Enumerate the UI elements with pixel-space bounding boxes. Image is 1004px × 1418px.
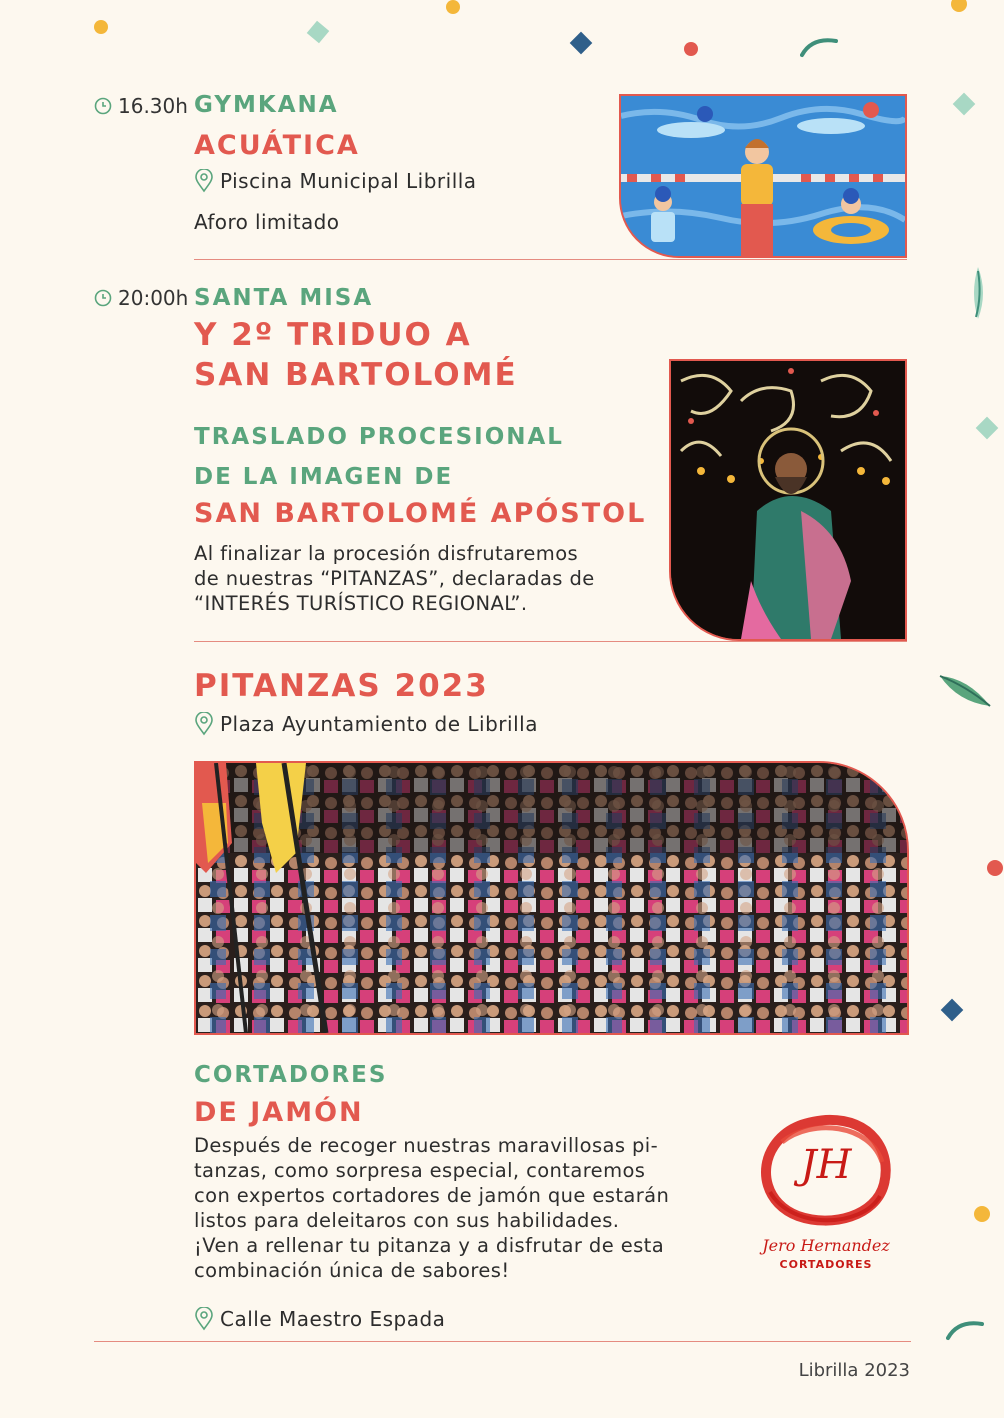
desc-line: Después de recoger nuestras maravillosas pi- (194, 1134, 659, 1157)
desc-line: combinación única de sabores! (194, 1259, 510, 1282)
procession-photo (669, 359, 907, 641)
confetti-diamond (307, 21, 330, 44)
confetti-dot (987, 860, 1003, 876)
confetti-swirl (800, 35, 840, 59)
confetti-swirl (946, 1318, 986, 1342)
event-location (194, 712, 538, 736)
confetti-dot (94, 20, 108, 34)
desc-line: listos para deleitaros con sus habilidades. (194, 1209, 620, 1232)
confetti-diamond (570, 32, 593, 55)
saint-statue-image (671, 361, 905, 639)
pool-illustration (619, 94, 907, 258)
event-subtitle: TRASLADO PROCESIONAL (194, 424, 564, 450)
desc-line: “INTERÉS TURÍSTICO REGIONAL”. (194, 592, 528, 615)
logo-subtitle: CORTADORES (779, 1258, 873, 1271)
confetti-leaf (968, 265, 988, 321)
logo-monogram: JH (800, 1142, 852, 1188)
crowd-image (196, 763, 907, 1033)
location-label: Plaza Ayuntamiento de Librilla (220, 712, 538, 736)
event-note: Aforo limitado (194, 210, 340, 234)
confetti-diamond (953, 93, 976, 116)
time-label: 20:00h (118, 286, 189, 310)
desc-line: Al finalizar la procesión disfrutaremos (194, 542, 579, 565)
event-title: ACUÁTICA (194, 130, 360, 161)
swimmers-illustration (621, 96, 905, 256)
location-pin-icon (194, 712, 214, 736)
confetti-dot (684, 42, 698, 56)
cortadores-logo (752, 1112, 900, 1282)
event-location (194, 1307, 445, 1331)
event-title: CORTADORES (194, 1062, 388, 1088)
footer-divider (94, 1341, 911, 1342)
desc-line: tanzas, como sorpresa especial, contaremos (194, 1159, 646, 1182)
event-title: DE JAMÓN (194, 1097, 364, 1128)
event-title: GYMKANA (194, 92, 339, 118)
desc-line: con expertos cortadores de jamón que estarán (194, 1184, 670, 1207)
event-time (94, 94, 188, 118)
confetti-dot (974, 1206, 990, 1222)
desc-line: ¡Ven a rellenar tu pitanza y a disfrutar de esta (194, 1234, 665, 1257)
event-description (194, 541, 595, 616)
event-subtitle: SAN BARTOLOMÉ APÓSTOL (194, 498, 647, 529)
divider (194, 641, 907, 642)
confetti-diamond (941, 999, 964, 1022)
divider (194, 259, 907, 260)
event-subtitle: DE LA IMAGEN DE (194, 464, 454, 490)
event-description (194, 1133, 724, 1283)
location-label: Calle Maestro Espada (220, 1307, 446, 1331)
confetti-dot (446, 0, 460, 14)
event-title: Y 2º TRIDUO A (194, 317, 472, 353)
location-label: Piscina Municipal Librilla (220, 169, 477, 193)
confetti-dot (951, 0, 967, 12)
event-time (94, 286, 188, 310)
clock-icon (94, 289, 112, 307)
event-title: PITANZAS 2023 (194, 668, 489, 704)
logo-name: Jero Hernandez (762, 1236, 890, 1255)
footer-text: Librilla 2023 (798, 1360, 910, 1381)
event-title: SANTA MISA (194, 285, 374, 311)
desc-line: de nuestras “PITANZAS”, declaradas de (194, 567, 595, 590)
time-label: 16.30h (118, 94, 188, 118)
crowd-photo (194, 761, 909, 1035)
event-title: SAN BARTOLOMÉ (194, 357, 518, 393)
location-pin-icon (194, 169, 214, 193)
location-pin-icon (194, 1307, 214, 1331)
clock-icon (94, 97, 112, 115)
confetti-diamond (976, 417, 999, 440)
confetti-leaf (938, 672, 994, 712)
event-location (194, 169, 477, 193)
